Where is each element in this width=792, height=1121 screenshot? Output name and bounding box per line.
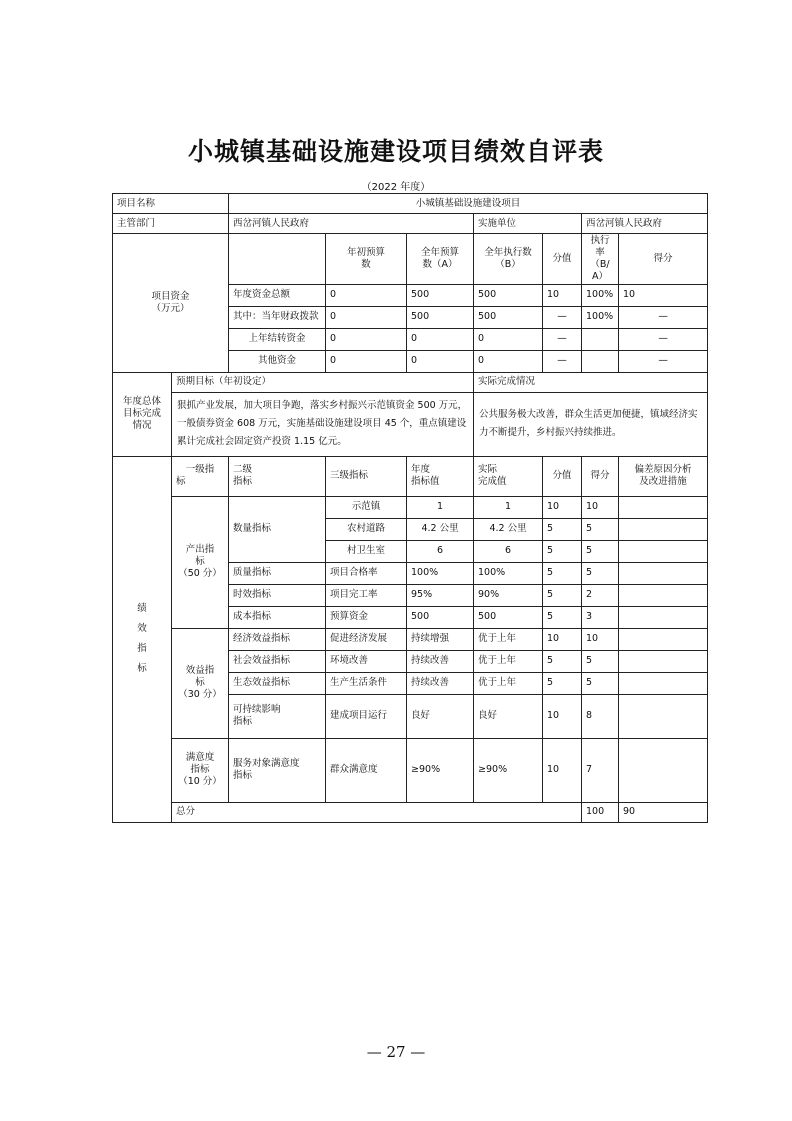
funds-header-score-value: 分值 xyxy=(543,234,582,285)
target-value: ≥90% xyxy=(407,738,474,802)
funds-cell: — xyxy=(619,328,708,350)
funds-cell: 0 xyxy=(474,350,543,372)
level3-indicator: 村卫生室 xyxy=(326,540,407,562)
actual-value: 6 xyxy=(474,540,543,562)
target-value: 持续改善 xyxy=(407,650,474,672)
score-value: 5 xyxy=(543,606,582,628)
dept-label: 主管部门 xyxy=(113,214,229,234)
score-value: 10 xyxy=(543,496,582,518)
project-name-label: 项目名称 xyxy=(113,194,229,214)
level3-indicator: 建成项目运行 xyxy=(326,694,407,738)
score: 5 xyxy=(582,518,619,540)
deviation-reason xyxy=(619,628,708,650)
dept-value: 西岔河镇人民政府 xyxy=(229,214,474,234)
actual-value: 4.2 公里 xyxy=(474,518,543,540)
deviation-reason xyxy=(619,518,708,540)
funds-row-label: 其中：当年财政拨款 xyxy=(229,306,326,328)
funds-cell: 500 xyxy=(474,306,543,328)
report-year: （2022 年度） xyxy=(361,182,431,193)
funds-cell: 0 xyxy=(326,328,407,350)
level3-indicator: 环境改善 xyxy=(326,650,407,672)
funds-header-exec: 全年执行数 （B） xyxy=(474,234,543,285)
score-value: 5 xyxy=(543,562,582,584)
score-value: 5 xyxy=(543,584,582,606)
funds-cell: 100% xyxy=(582,306,619,328)
funds-header-blank xyxy=(229,234,326,285)
score-value: 5 xyxy=(543,672,582,694)
header-score: 得分 xyxy=(582,456,619,496)
score: 5 xyxy=(582,562,619,584)
deviation-reason xyxy=(619,672,708,694)
funds-cell: 0 xyxy=(326,306,407,328)
score: 5 xyxy=(582,650,619,672)
score: 2 xyxy=(582,584,619,606)
level2-indicator: 服务对象满意度 指标 xyxy=(229,738,326,802)
funds-row-label: 其他资金 xyxy=(229,350,326,372)
score: 8 xyxy=(582,694,619,738)
funds-cell: 100% xyxy=(582,284,619,306)
level3-indicator: 群众满意度 xyxy=(326,738,407,802)
funds-row-label: 上年结转资金 xyxy=(229,328,326,350)
score-value: 5 xyxy=(543,540,582,562)
level3-indicator: 示范镇 xyxy=(326,496,407,518)
expected-goal-text: 狠抓产业发展，加大项目争跑，落实乡村振兴示范镇资金 500 万元，一般债券资金 608 万元，实施基础设施建设项目 45 个，重点镇建设累计完成社会固定资产投资 1.15 亿元。 xyxy=(172,392,474,456)
score: 10 xyxy=(582,628,619,650)
funds-row-label: 年度资金总额 xyxy=(229,284,326,306)
satisfaction-indicator-group: 满意度 指标 （10 分） xyxy=(172,738,229,802)
actual-result-text: 公共服务极大改善，群众生活更加便捷，镇域经济实力不断提升，乡村振兴持续推进。 xyxy=(474,392,708,456)
level3-indicator: 促进经济发展 xyxy=(326,628,407,650)
level3-indicator: 生产生活条件 xyxy=(326,672,407,694)
target-value: 100% xyxy=(407,562,474,584)
funds-label: 项目资金 （万元） xyxy=(113,234,229,373)
actual-value: 良好 xyxy=(474,694,543,738)
score: 5 xyxy=(582,540,619,562)
funds-cell: — xyxy=(619,350,708,372)
level3-indicator: 项目合格率 xyxy=(326,562,407,584)
impl-unit-value: 西岔河镇人民政府 xyxy=(582,214,708,234)
page-number: — 27 — xyxy=(366,1043,426,1061)
deviation-reason xyxy=(619,606,708,628)
target-value: 1 xyxy=(407,496,474,518)
project-name-value: 小城镇基础设施建设项目 xyxy=(229,194,708,214)
actual-value: 优于上年 xyxy=(474,650,543,672)
header-level3: 三级指标 xyxy=(326,456,407,496)
level2-indicator: 成本指标 xyxy=(229,606,326,628)
level2-indicator: 质量指标 xyxy=(229,562,326,584)
actual-result-header: 实际完成情况 xyxy=(474,372,708,392)
score: 10 xyxy=(582,496,619,518)
actual-value: 90% xyxy=(474,584,543,606)
actual-value: 1 xyxy=(474,496,543,518)
funds-cell: — xyxy=(543,350,582,372)
target-value: 良好 xyxy=(407,694,474,738)
quantity-indicator: 数量指标 xyxy=(229,496,326,562)
header-score-value: 分值 xyxy=(543,456,582,496)
funds-header-initial: 年初预算 数 xyxy=(326,234,407,285)
score: 7 xyxy=(582,738,619,802)
output-indicator-group: 产出指 标 （50 分） xyxy=(172,496,229,628)
deviation-reason xyxy=(619,650,708,672)
target-value: 持续改善 xyxy=(407,672,474,694)
deviation-reason xyxy=(619,496,708,518)
impl-unit-label: 实施单位 xyxy=(474,214,582,234)
funds-cell xyxy=(582,328,619,350)
total-score: 90 xyxy=(619,802,708,822)
level2-indicator: 经济效益指标 xyxy=(229,628,326,650)
funds-cell: 0 xyxy=(407,350,474,372)
target-value: 持续增强 xyxy=(407,628,474,650)
level2-indicator: 可持续影响 指标 xyxy=(229,694,326,738)
level2-indicator: 时效指标 xyxy=(229,584,326,606)
funds-cell: 500 xyxy=(407,284,474,306)
actual-value: 500 xyxy=(474,606,543,628)
funds-header-full: 全年预算 数（A） xyxy=(407,234,474,285)
level2-indicator: 社会效益指标 xyxy=(229,650,326,672)
performance-side-label: 绩 效 指 标 xyxy=(113,456,172,822)
funds-cell: — xyxy=(543,328,582,350)
score: 5 xyxy=(582,672,619,694)
total-label: 总分 xyxy=(172,802,582,822)
actual-value: 优于上年 xyxy=(474,672,543,694)
header-target: 年度 指标值 xyxy=(407,456,474,496)
funds-cell: 10 xyxy=(543,284,582,306)
deviation-reason xyxy=(619,562,708,584)
target-value: 95% xyxy=(407,584,474,606)
funds-cell: — xyxy=(543,306,582,328)
header-level2: 二级 指标 xyxy=(229,456,326,496)
actual-value: 100% xyxy=(474,562,543,584)
funds-cell: 0 xyxy=(326,284,407,306)
funds-cell: 10 xyxy=(619,284,708,306)
level3-indicator: 项目完工率 xyxy=(326,584,407,606)
funds-cell: 0 xyxy=(474,328,543,350)
self-evaluation-table xyxy=(112,193,708,823)
expected-goal-header: 预期目标（年初设定） xyxy=(172,372,474,392)
score-value: 5 xyxy=(543,650,582,672)
funds-cell: — xyxy=(619,306,708,328)
deviation-reason xyxy=(619,540,708,562)
funds-cell: 500 xyxy=(407,306,474,328)
funds-cell: 0 xyxy=(407,328,474,350)
deviation-reason xyxy=(619,694,708,738)
deviation-reason xyxy=(619,584,708,606)
deviation-reason xyxy=(619,738,708,802)
level3-indicator: 预算资金 xyxy=(326,606,407,628)
header-level1: 一级指 标 xyxy=(172,456,229,496)
document-title: 小城镇基础设施建设项目绩效自评表 xyxy=(187,137,604,166)
score: 3 xyxy=(582,606,619,628)
score-value: 5 xyxy=(543,518,582,540)
funds-cell xyxy=(582,350,619,372)
target-value: 500 xyxy=(407,606,474,628)
level3-indicator: 农村道路 xyxy=(326,518,407,540)
actual-value: ≥90% xyxy=(474,738,543,802)
funds-header-score: 得分 xyxy=(619,234,708,285)
actual-value: 优于上年 xyxy=(474,628,543,650)
header-actual: 实际 完成值 xyxy=(474,456,543,496)
level2-indicator: 生态效益指标 xyxy=(229,672,326,694)
funds-header-rate: 执行率 （B/A） xyxy=(582,234,619,285)
score-value: 10 xyxy=(543,738,582,802)
total-score-value: 100 xyxy=(582,802,619,822)
benefit-indicator-group: 效益指 标 （30 分） xyxy=(172,628,229,738)
target-value: 4.2 公里 xyxy=(407,518,474,540)
target-value: 6 xyxy=(407,540,474,562)
score-value: 10 xyxy=(543,628,582,650)
goals-label: 年度总体 目标完成 情况 xyxy=(113,372,172,456)
funds-cell: 0 xyxy=(326,350,407,372)
header-deviation: 偏差原因分析 及改进措施 xyxy=(619,456,708,496)
score-value: 10 xyxy=(543,694,582,738)
funds-cell: 500 xyxy=(474,284,543,306)
